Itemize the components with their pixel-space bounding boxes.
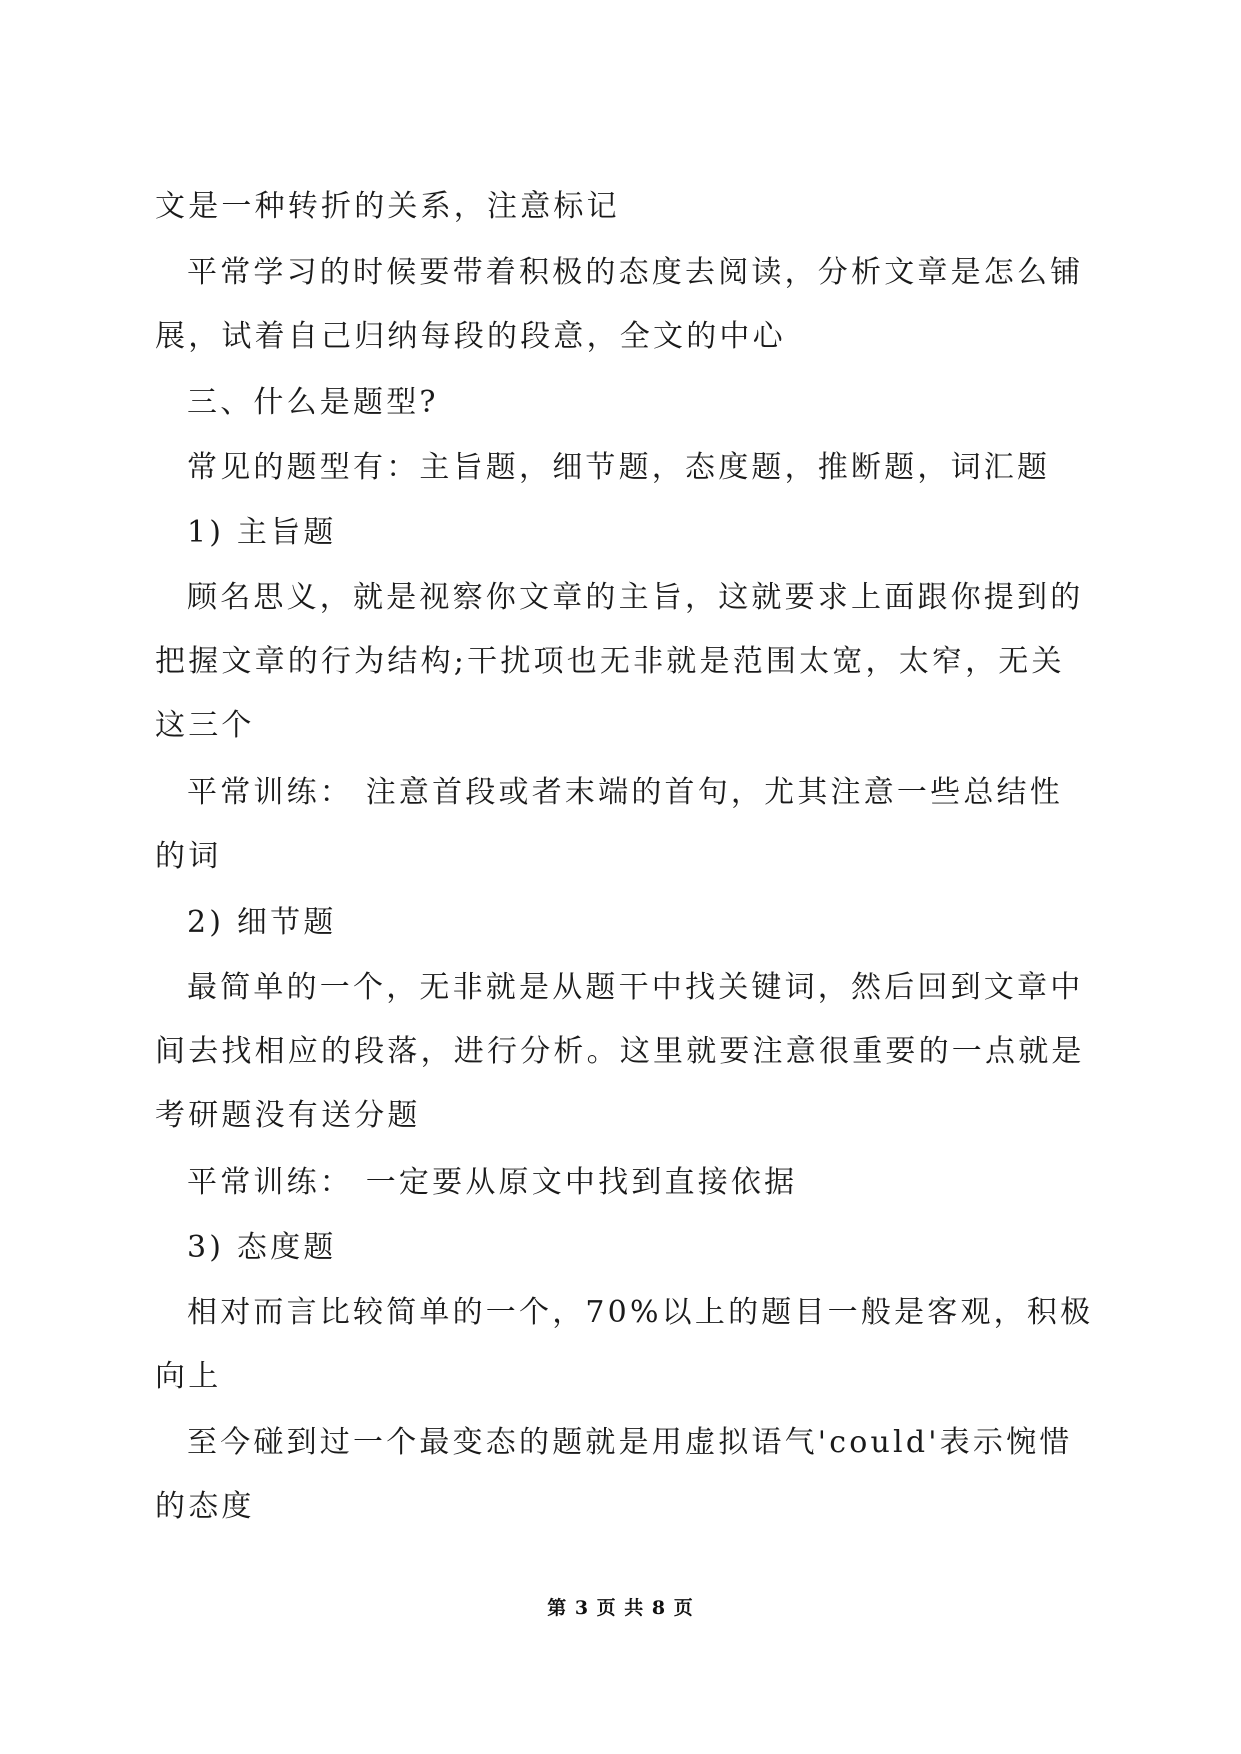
subheading-attitude: 3) 态度题 xyxy=(187,1230,337,1265)
paragraph-2: 平常学习的时候要带着积极的态度去阅读，分析文章是怎么铺展，试着自己归纳每段的段意，全文的中心 xyxy=(155,255,1084,354)
subheading-main-idea: 1) 主旨题 xyxy=(187,515,337,550)
page-number-footer: 第 3 页 共 8 页 xyxy=(547,1597,694,1619)
paragraph-main-idea-training: 平常训练： 注意首段或者末端的首句，尤其注意一些总结性的词 xyxy=(155,775,1063,874)
subheading-detail: 2) 细节题 xyxy=(187,905,337,940)
paragraph-detail: 最简单的一个，无非就是从题干中找关键词，然后回到文章中间去找相应的段落，进行分析。这里就要注意很重要的一点就是考研题没有送分题 xyxy=(155,970,1085,1133)
paragraph-detail-training: 平常训练： 一定要从原文中找到直接依据 xyxy=(187,1165,798,1200)
paragraph-attitude-example: 至今碰到过一个最变态的题就是用虚拟语气'could'表示惋惜的态度 xyxy=(155,1425,1073,1524)
section-heading-question-types: 三、什么是题型? xyxy=(187,385,439,420)
paragraph-attitude: 相对而言比较简单的一个，70%以上的题目一般是客观，积极向上 xyxy=(155,1295,1094,1394)
paragraph-question-type-list: 常见的题型有：主旨题，细节题，态度题，推断题，词汇题 xyxy=(187,450,1051,485)
paragraph-1: 文是一种转折的关系，注意标记 xyxy=(155,189,620,224)
paragraph-main-idea: 顾名思义，就是视察你文章的主旨，这就要求上面跟你提到的把握文章的行为结构;干扰项也无非就是范围太宽，太窄，无关这三个 xyxy=(155,580,1084,743)
